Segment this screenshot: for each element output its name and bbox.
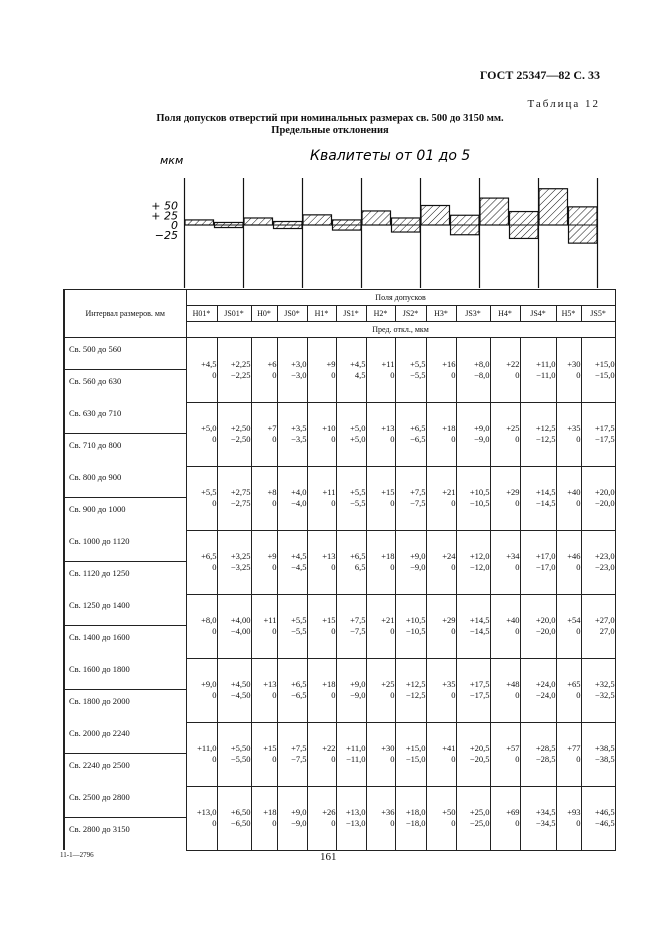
deviation-cell: +77 0	[556, 722, 581, 786]
deviation-cell: +15 0	[307, 594, 336, 658]
tolerance-field-h4	[480, 198, 509, 225]
table-number: Таблица 12	[527, 98, 600, 110]
interval-label: Св. 1250 до 1400	[69, 600, 130, 610]
column-header: JS5*	[581, 306, 615, 322]
interval-label: Св. 1120 до 1250	[69, 568, 130, 578]
deviation-cell: +18 0	[251, 786, 277, 850]
deviation-cell: +6,5 6,5	[336, 530, 366, 594]
column-header: H5*	[556, 306, 581, 322]
column-header: H3*	[426, 306, 456, 322]
deviation-cell: +4,0 −4,0	[277, 466, 307, 530]
deviation-cell: +2,50 −2,50	[217, 402, 251, 466]
deviation-cell: +54 0	[556, 594, 581, 658]
tolerance-field-h0	[244, 218, 273, 225]
footer-code: 11-1—2796	[60, 851, 94, 859]
deviation-cell: +5,0 0	[186, 402, 217, 466]
deviation-cell: +20,5 −20,5	[456, 722, 490, 786]
deviation-cell: +11 0	[251, 594, 277, 658]
deviation-cell: +46,5 −46,5	[581, 786, 615, 850]
deviation-cell: +4,5 0	[186, 338, 217, 403]
table-row	[64, 594, 615, 658]
diagram-caption: Квалитеты от 01 до 5	[310, 148, 471, 164]
deviation-cell: +46 0	[556, 530, 581, 594]
deviation-cell: +9,0 −9,0	[277, 786, 307, 850]
deviation-cell: +34 0	[490, 530, 520, 594]
deviation-cell: +12,0 −12,0	[456, 530, 490, 594]
deviation-cell: +6,5 −6,5	[277, 658, 307, 722]
deviation-cell: +18 0	[426, 402, 456, 466]
deviation-cell: +5,5 0	[186, 466, 217, 530]
deviation-cell: +18 0	[307, 658, 336, 722]
deviation-cell: +57 0	[490, 722, 520, 786]
deviation-cell: +48 0	[490, 658, 520, 722]
deviation-cell: +93 0	[556, 786, 581, 850]
column-header: H4*	[490, 306, 520, 322]
tolerance-field-js1	[333, 220, 362, 230]
deviation-cell: +35 0	[556, 402, 581, 466]
interval-label: Св. 800 до 900	[69, 472, 122, 482]
table-row	[64, 786, 615, 850]
tolerance-field-h1	[303, 215, 332, 225]
interval-label: Св. 630 до 710	[69, 408, 122, 418]
table-row	[64, 338, 615, 403]
deviation-cell: +7 0	[251, 402, 277, 466]
deviation-cell: +10 0	[307, 402, 336, 466]
deviation-cell: +15 0	[251, 722, 277, 786]
deviation-cell: +6,5 −6,5	[395, 402, 426, 466]
column-header: JS0*	[277, 306, 307, 322]
deviation-cell: +13 0	[307, 530, 336, 594]
deviation-cell: +2,75 −2,75	[217, 466, 251, 530]
deviation-cell: +4,5 −4,5	[277, 530, 307, 594]
deviation-cell: +9,0 −9,0	[336, 658, 366, 722]
deviation-cell: +11,0 0	[186, 722, 217, 786]
tolerance-field-js2	[392, 218, 421, 232]
table-row	[64, 466, 615, 530]
deviation-cell: +25,0 −25,0	[456, 786, 490, 850]
deviation-cell: +69 0	[490, 786, 520, 850]
deviation-cell: +50 0	[426, 786, 456, 850]
deviation-cell: +41 0	[426, 722, 456, 786]
interval-label: Св. 500 до 560	[69, 344, 122, 354]
deviation-cell: +30 0	[366, 722, 395, 786]
deviation-cell: +5,5 −5,5	[395, 338, 426, 403]
deviation-cell: +17,5 −17,5	[456, 658, 490, 722]
deviation-cell: +7,5 −7,5	[277, 722, 307, 786]
tolerance-field-h01	[185, 220, 214, 225]
deviation-cell: +15,0 −15,0	[395, 722, 426, 786]
page-number: 161	[320, 851, 337, 863]
deviation-cell: +23,0 −23,0	[581, 530, 615, 594]
deviation-cell: +25 0	[490, 402, 520, 466]
deviation-cell: +6 0	[251, 338, 277, 403]
deviation-cell: +35 0	[426, 658, 456, 722]
interval-label: Св. 2500 до 2800	[69, 792, 130, 802]
deviation-cell: +18,0 −18,0	[395, 786, 426, 850]
deviation-cell: +4,00 −4,00	[217, 594, 251, 658]
deviation-cell: +13,0 −13,0	[336, 786, 366, 850]
tolerance-field-js01	[215, 222, 244, 227]
table-row	[64, 402, 615, 466]
deviation-cell: +13,0 0	[186, 786, 217, 850]
deviation-cell: +24 0	[426, 530, 456, 594]
deviation-cell: +5,0 +5,0	[336, 402, 366, 466]
tolerance-field-h2	[362, 211, 391, 225]
table-row	[64, 658, 615, 722]
deviation-cell: +11 0	[307, 466, 336, 530]
tolerance-table	[63, 289, 616, 851]
deviation-cell: +17,5 −17,5	[581, 402, 615, 466]
deviation-cell: +15,0 −15,0	[581, 338, 615, 403]
interval-label: Св. 1600 до 1800	[69, 664, 130, 674]
deviation-cell: +4,50 −4,50	[217, 658, 251, 722]
deviation-cell: +14,5 −14,5	[456, 594, 490, 658]
deviation-cell: +3,5 −3,5	[277, 402, 307, 466]
tolerance-field-h3	[421, 206, 450, 226]
deviation-cell: +10,5 −10,5	[456, 466, 490, 530]
standard-header: ГОСТ 25347—82 С. 33	[479, 68, 600, 82]
column-header: JS1*	[336, 306, 366, 322]
deviation-cell: +15 0	[366, 466, 395, 530]
deviation-cell: +20,0 −20,0	[520, 594, 556, 658]
deviation-cell: +9,0 0	[186, 658, 217, 722]
axis-tick-label: + 25	[151, 209, 178, 223]
column-header: JS2*	[395, 306, 426, 322]
table-row	[64, 530, 615, 594]
deviation-cell: +7,5 −7,5	[395, 466, 426, 530]
deviation-cell: +13 0	[366, 402, 395, 466]
tolerance-field-js4	[510, 212, 539, 239]
deviation-cell: +12,5 −12,5	[520, 402, 556, 466]
deviation-cell: +27,0 27,0	[581, 594, 615, 658]
fields-header: Поля допусков	[186, 290, 615, 306]
deviation-cell: +20,0 −20,0	[581, 466, 615, 530]
deviation-cell: +25 0	[366, 658, 395, 722]
deviation-cell: +9,0 −9,0	[395, 530, 426, 594]
deviation-cell: +26 0	[307, 786, 336, 850]
deviation-cell: +5,50 −5,50	[217, 722, 251, 786]
column-header: JS01*	[217, 306, 251, 322]
deviation-cell: +38,5 −38,5	[581, 722, 615, 786]
interval-label: Св. 2240 до 2500	[69, 760, 130, 770]
deviation-cell: +22 0	[490, 338, 520, 403]
deviation-cell: +14,5 −14,5	[520, 466, 556, 530]
deviation-cell: +40 0	[490, 594, 520, 658]
deviation-cell: +2,25 −2,25	[217, 338, 251, 403]
interval-label: Св. 1400 до 1600	[69, 632, 130, 642]
interval-label: Св. 2000 до 2240	[69, 728, 130, 738]
axis-tick-label: −25	[154, 228, 178, 242]
tolerance-field-js5	[569, 207, 598, 243]
interval-header: Интервал размеров. мм	[64, 290, 186, 338]
deviation-cell: +11 0	[366, 338, 395, 403]
deviation-cell: +29 0	[490, 466, 520, 530]
deviation-cell: +5,5 −5,5	[277, 594, 307, 658]
deviation-cell: +9 0	[251, 530, 277, 594]
deviation-cell: +36 0	[366, 786, 395, 850]
deviation-cell: +9 0	[307, 338, 336, 403]
deviation-cell: +12,5 −12,5	[395, 658, 426, 722]
deviation-cell: +17,0 −17,0	[520, 530, 556, 594]
deviation-cell: +3,25 −3,25	[217, 530, 251, 594]
deviation-cell: +4,5 4,5	[336, 338, 366, 403]
column-header: JS3*	[456, 306, 490, 322]
interval-label: Св. 560 до 630	[69, 376, 122, 386]
deviation-cell: +11,0 −11,0	[336, 722, 366, 786]
deviation-cell: +6,5 0	[186, 530, 217, 594]
deviation-cell: +13 0	[251, 658, 277, 722]
column-header: H1*	[307, 306, 336, 322]
axis-tick-label: + 50	[151, 199, 178, 213]
tolerance-diagram	[150, 142, 602, 290]
interval-label: Св. 900 до 1000	[69, 504, 126, 514]
deviation-cell: +28,5 −28,5	[520, 722, 556, 786]
interval-label: Св. 1000 до 1120	[69, 536, 130, 546]
interval-label: Св. 710 до 800	[69, 440, 122, 450]
deviation-cell: +3,0 −3,0	[277, 338, 307, 403]
deviation-cell: +18 0	[366, 530, 395, 594]
interval-label: Св. 2800 до 3150	[69, 824, 130, 834]
interval-label: Св. 1800 до 2000	[69, 696, 130, 706]
table-subtitle: Предельные отклонения	[271, 125, 389, 136]
column-header: H01*	[186, 306, 217, 322]
deviation-header: Пред. откл., мкм	[186, 322, 615, 338]
deviation-cell: +10,5 −10,5	[395, 594, 426, 658]
deviation-cell: +34,5 −34,5	[520, 786, 556, 850]
deviation-cell: +8 0	[251, 466, 277, 530]
column-header: JS4*	[520, 306, 556, 322]
deviation-cell: +22 0	[307, 722, 336, 786]
deviation-cell: +11,0 −11,0	[520, 338, 556, 403]
deviation-cell: +16 0	[426, 338, 456, 403]
axis-tick-label: 0	[171, 219, 178, 232]
deviation-cell: +30 0	[556, 338, 581, 403]
deviation-cell: +29 0	[426, 594, 456, 658]
deviation-cell: +9,0 −9,0	[456, 402, 490, 466]
deviation-cell: +21 0	[426, 466, 456, 530]
deviation-cell: +65 0	[556, 658, 581, 722]
deviation-cell: +32,5 −32,5	[581, 658, 615, 722]
deviation-cell: +24,0 −24,0	[520, 658, 556, 722]
deviation-cell: +21 0	[366, 594, 395, 658]
deviation-cell: +6,50 −6,50	[217, 786, 251, 850]
deviation-cell: +5,5 −5,5	[336, 466, 366, 530]
tolerance-field-h5	[539, 189, 568, 225]
table-title: Поля допусков отверстий при номинальных размерах св. 500 до 3150 мм.	[156, 113, 504, 124]
deviation-cell: +8,0 0	[186, 594, 217, 658]
tolerance-field-js3	[451, 215, 480, 235]
deviation-cell: +7,5 −7,5	[336, 594, 366, 658]
deviation-cell: +8,0 −8,0	[456, 338, 490, 403]
deviation-cell: +40 0	[556, 466, 581, 530]
tolerance-field-js0	[274, 221, 303, 228]
column-header: H0*	[251, 306, 277, 322]
column-header: H2*	[366, 306, 395, 322]
unit-label: мкм	[160, 154, 184, 167]
table-row	[64, 722, 615, 786]
